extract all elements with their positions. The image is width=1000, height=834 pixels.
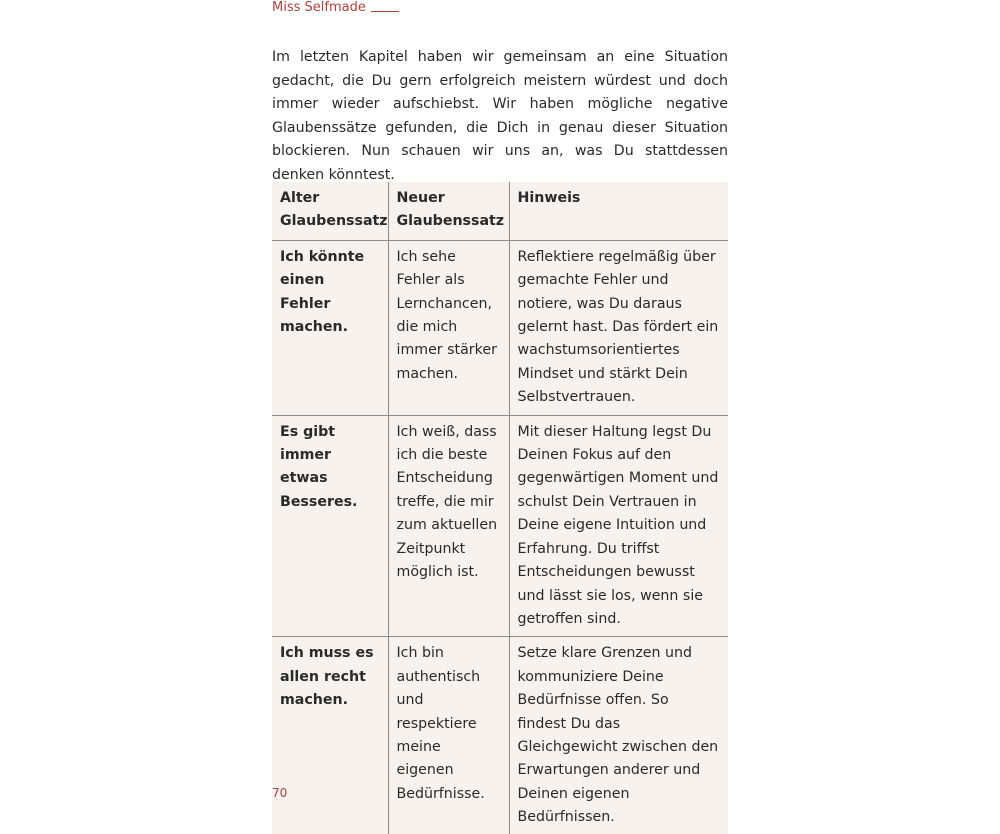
hint-cell: Setze klare Grenzen und kommuniziere Deine Bedürfnisse offen. So findest Du das Gleichgewicht zwischen den Erwartungen anderer und Deinen eigenen Bedürfnissen. [509, 637, 728, 834]
table-row [272, 637, 728, 834]
table-row [272, 240, 728, 415]
old-belief-cell: Ich könnte einen Fehler machen. [280, 248, 365, 336]
new-belief-cell: Ich weiß, dass ich die beste Entscheidung treffe, die mir zum aktuellen Zeitpunkt möglich ist. [388, 415, 509, 637]
header-new-belief: Neuer Glaubenssatz [388, 182, 509, 240]
running-header [272, 0, 399, 15]
beliefs-table [272, 182, 728, 834]
page-number: 70 [272, 786, 288, 800]
new-belief-cell: Ich bin authentisch und respektiere meine eigenen Bedürfnisse. [388, 637, 509, 834]
table-row [272, 415, 728, 637]
old-belief-cell: Es gibt immer etwas Besseres. [272, 415, 388, 637]
hint-cell: Mit dieser Haltung legst Du Deinen Fokus auf den gegenwärtigen Moment und schulst Dein Vertrauen in Deine eigene Intuition und Erfahrung. Du triffst Entscheidungen bewusst und lässt sie los, wenn sie getroffen sind. [509, 415, 728, 637]
running-header-rule [371, 11, 399, 12]
header-hint: Hinweis [509, 182, 728, 240]
new-belief-cell: Ich sehe Fehler als Lernchancen, die mich immer stärker machen. [388, 240, 509, 415]
old-belief-cell: Ich muss es allen recht machen. [272, 637, 388, 834]
table-header-row [272, 182, 728, 240]
running-title: Miss Selfmade [272, 0, 366, 15]
hint-cell: Reflektiere regelmäßig über gemachte Fehler und notiere, was Du daraus gelernt hast. Das fördert ein wachstumsorientiertes Mindset und stärkt Dein Selbstvertrauen. [509, 240, 728, 415]
intro-paragraph: Im letzten Kapitel haben wir gemeinsam an eine Situation gedacht, die Du gern erfolgreich meistern würdest und doch immer wieder aufschiebst. Wir haben mögliche negative Glaubenssätze gefunden, die Dich in genau dieser Situation blockieren. Nun schauen wir uns an, was Du stattdessen denken könntest. [272, 49, 728, 183]
header-old-belief: Alter Glaubenssatz [272, 182, 388, 240]
